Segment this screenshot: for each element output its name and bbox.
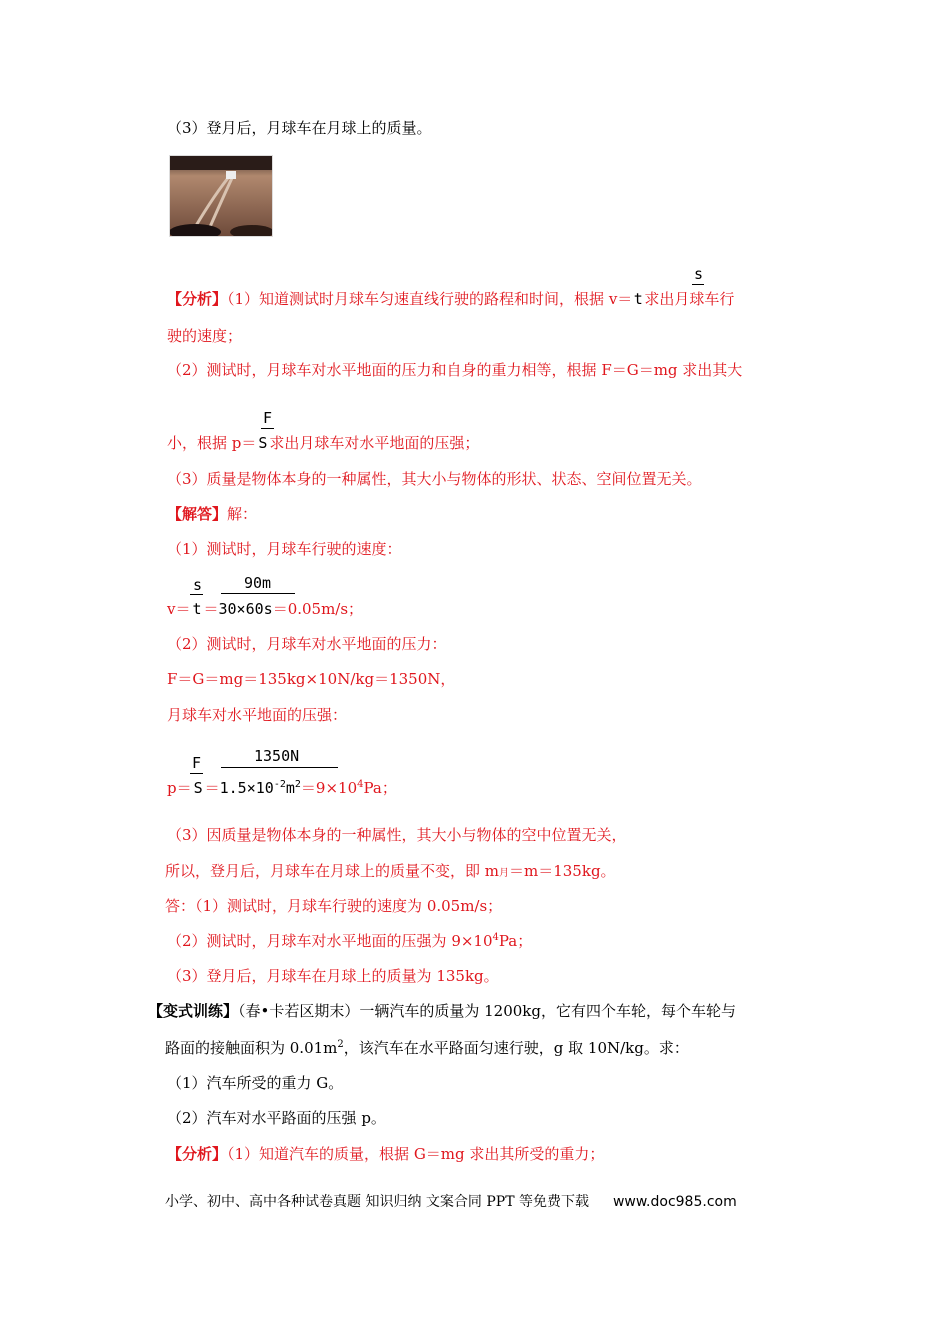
answer-2-exp: 4	[492, 932, 499, 943]
variant-q1: （1）汽车所受的重力 G。	[167, 1074, 344, 1092]
pressure-fraction1-bar	[190, 773, 203, 774]
footer	[165, 1191, 737, 1211]
analysis1-cont: 驶的速度；	[167, 327, 243, 345]
analysis1-fraction-bar	[692, 284, 704, 285]
analysis3-line: （3）质量是物体本身的一种属性，其大小与物体的形状、状态、空间位置无关。	[167, 470, 702, 488]
velocity-line	[167, 599, 363, 619]
pressure-fraction2-den-exp: -2	[273, 779, 286, 790]
answer-2-a: （2）测试时，月球车对水平地面的压强为 9×10	[167, 932, 493, 950]
force-line: F＝G＝mg＝135kg×10N/kg＝1350N，	[167, 670, 456, 688]
pressure-result-a: ＝9×10	[300, 779, 358, 797]
lunar-rover-photo	[169, 155, 273, 237]
variant-line2-exp: 2	[337, 1039, 344, 1050]
solution-step4: （3）因质量是物体本身的一种属性，其大小与物体的空中位置无关，	[167, 826, 627, 844]
analysis1-fraction-num: s	[694, 265, 704, 283]
footer-url[interactable]: www.doc985.com	[612, 1194, 737, 1210]
solution-step1: （1）测试时，月球车行驶的速度：	[167, 540, 402, 558]
pressure-line	[167, 778, 397, 798]
velocity-fraction1-num: s	[193, 576, 203, 594]
solution-step3: 月球车对水平地面的压强：	[167, 706, 348, 724]
footer-text: 小学、初中、高中各种试卷真题 知识归纳 文案合同 PPT 等免费下载	[165, 1194, 589, 1210]
mass-a: 所以，登月后，月球车在月球上的质量不变，即 m	[165, 862, 499, 880]
solution-step5	[165, 861, 616, 884]
answer-3: （3）登月后，月球车在月球上的质量为 135kg。	[167, 967, 499, 985]
question-3: （3）登月后，月球车在月球上的质量。	[167, 119, 432, 137]
analysis1-fraction-den: t	[633, 290, 643, 308]
variant-line2-a: 路面的接触面积为 0.01m	[165, 1039, 338, 1057]
pressure-fraction2-bar	[221, 767, 338, 768]
velocity-fraction2-bar	[221, 593, 295, 594]
answer-2	[167, 931, 532, 951]
velocity-fraction1-den: t	[192, 600, 202, 618]
analysis2-fraction-bar	[261, 428, 274, 429]
answer-1: 答：（1）测试时，月球车行驶的速度为 0.05m/s；	[165, 897, 503, 915]
variant-tag: 【变式训练】	[148, 1002, 239, 1020]
velocity-eq: ＝	[203, 600, 219, 618]
velocity-fraction1-bar	[190, 594, 203, 595]
variant-analysis-tag: 【分析】	[167, 1145, 228, 1163]
pressure-fraction2-den-exp2: 2	[294, 779, 301, 790]
analysis2-post: 求出月球车对水平地面的压强；	[269, 434, 480, 452]
variant-line2-b: ，该汽车在水平路面匀速行驶，g 取 10N/kg。求：	[343, 1039, 689, 1057]
solution-tag: 【解答】	[167, 505, 228, 523]
pressure-fraction2-den-b: m	[285, 779, 295, 797]
variant-analysis	[167, 1144, 604, 1164]
solution-suffix: 解：	[227, 505, 258, 523]
velocity-result: ＝0.05m/s；	[272, 600, 364, 618]
variant-line1	[148, 1001, 736, 1021]
analysis-tag: 【分析】	[167, 290, 228, 308]
pressure-fraction1-den: S	[193, 779, 203, 797]
pressure-fraction2-den-a: 1.5×10	[219, 779, 274, 797]
pressure-result-exp: 4	[357, 779, 364, 790]
mass-sub: 月	[499, 868, 509, 879]
analysis1-line	[167, 289, 734, 309]
solution-step2: （2）测试时，月球车对水平地面的压力：	[167, 635, 447, 653]
pressure-fraction1-num: F	[192, 754, 202, 772]
variant-line2	[165, 1038, 689, 1058]
variant-analysis-text: （1）知道汽车的质量，根据 G＝mg 求出其所受的重力；	[227, 1145, 605, 1163]
pressure-fraction2-num: 1350N	[254, 747, 300, 765]
variant-q2: （2）汽车对水平路面的压强 p。	[167, 1109, 386, 1127]
variant-text1: （春•卡若区期末）一辆汽车的质量为 1200kg，它有四个车轮，每个车轮与	[238, 1002, 736, 1020]
pressure-eq: ＝	[204, 779, 220, 797]
velocity-fraction2-den: 30×60s	[218, 600, 273, 618]
solution-header	[167, 504, 257, 524]
velocity-fraction2-num: 90m	[244, 574, 272, 592]
analysis2-pre: 小，根据 p＝	[167, 434, 257, 452]
answer-2-b: Pa；	[498, 932, 533, 950]
analysis1-pre: （1）知道测试时月球车匀速直线行驶的路程和时间，根据 v＝	[227, 290, 633, 308]
analysis2-fraction-num: F	[263, 409, 273, 427]
pressure-pre: p＝	[167, 779, 192, 797]
velocity-pre: v＝	[167, 600, 191, 618]
analysis2-line2	[167, 433, 479, 453]
analysis2-line1: （2）测试时，月球车对水平地面的压力和自身的重力相等，根据 F＝G＝mg 求出其大	[167, 361, 743, 379]
analysis2-fraction-den: S	[258, 434, 268, 452]
mass-b: ＝m＝135kg。	[509, 862, 616, 880]
pressure-result-b: Pa；	[363, 779, 397, 797]
analysis1-post: 求出月球车行	[644, 290, 735, 308]
